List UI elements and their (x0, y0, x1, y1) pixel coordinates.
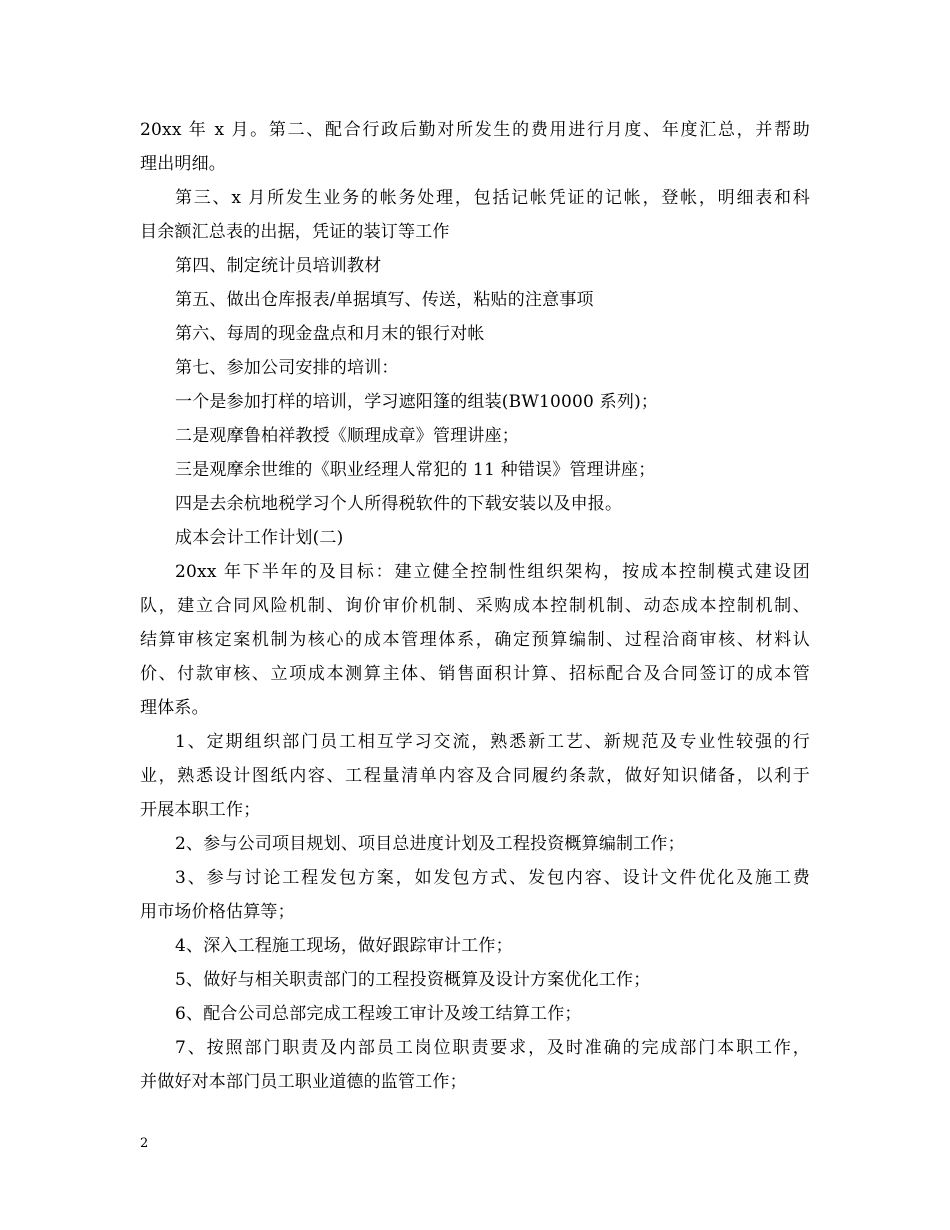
text-line: 队，建立合同风险机制、询价审价机制、采购成本控制机制、动态成本控制机制、 (140, 596, 810, 616)
text-line: 第三、x 月所发生业务的帐务处理，包括记帐凭证的记帐，登帐，明细表和科 (175, 188, 810, 208)
text-line: 6、配合公司总部完成工程竣工审计及竣工结算工作； (175, 1004, 582, 1024)
text-line: 第六、每周的现金盘点和月末的银行对帐 (175, 324, 485, 344)
text-line: 业，熟悉设计图纸内容、工程量清单内容及合同履约条款，做好知识储备，以利于 (140, 766, 810, 786)
text-line: 2、参与公司项目规划、项目总进度计划及工程投资概算编制工作； (175, 834, 685, 854)
text-line: 三是观摩余世维的《职业经理人常犯的 11 种错误》管理讲座； (175, 460, 656, 480)
text-line: 目余额汇总表的出据，凭证的装订等工作 (140, 222, 450, 242)
text-line: 价、付款审核、立项成本测算主体、销售面积计算、招标配合及合同签订的成本管 (140, 664, 810, 684)
text-line: 4、深入工程施工现场，做好跟踪审计工作； (175, 936, 513, 956)
section-heading: 成本会计工作计划(二) (175, 528, 344, 548)
text-line: 第五、做出仓库报表/单据填写、传送，粘贴的注意事项 (175, 290, 594, 310)
text-line: 3、参与讨论工程发包方案，如发包方式、发包内容、设计文件优化及施工费 (175, 868, 810, 888)
text-line: 第七、参加公司安排的培训： (175, 358, 399, 378)
text-line: 结算审核定案机制为核心的成本管理体系，确定预算编制、过程洽商审核、材料认 (140, 630, 810, 650)
page-number: 2 (140, 1136, 149, 1151)
document-body (140, 113, 810, 1099)
text-line: 理体系。 (140, 698, 209, 718)
text-line: 理出明细。 (140, 154, 226, 174)
text-line: 20xx 年 x 月。第二、配合行政后勤对所发生的费用进行月度、年度汇总，并帮助 (140, 120, 810, 140)
text-line: 一个是参加打样的培训，学习遮阳篷的组装(BW10000 系列)； (175, 392, 659, 412)
text-line: 5、做好与相关职责部门的工程投资概算及设计方案优化工作； (175, 970, 651, 990)
text-line: 7、按照部门职责及内部员工岗位职责要求，及时准确的完成部门本职工作， (175, 1038, 810, 1058)
text-line: 并做好对本部门员工职业道德的监管工作； (140, 1072, 467, 1092)
text-line: 四是去余杭地税学习个人所得税软件的下载安装以及申报。 (175, 494, 623, 514)
text-line: 开展本职工作； (140, 800, 261, 820)
text-line: 二是观摩鲁柏祥教授《顺理成章》管理讲座； (175, 426, 519, 446)
text-line: 用市场价格估算等； (140, 902, 295, 922)
text-line: 20xx 年下半年的及目标：建立健全控制性组织架构，按成本控制模式建设团 (175, 562, 810, 582)
text-line: 第四、制定统计员培训教材 (175, 256, 382, 276)
text-line: 1、定期组织部门员工相互学习交流，熟悉新工艺、新规范及专业性较强的行 (175, 732, 810, 752)
